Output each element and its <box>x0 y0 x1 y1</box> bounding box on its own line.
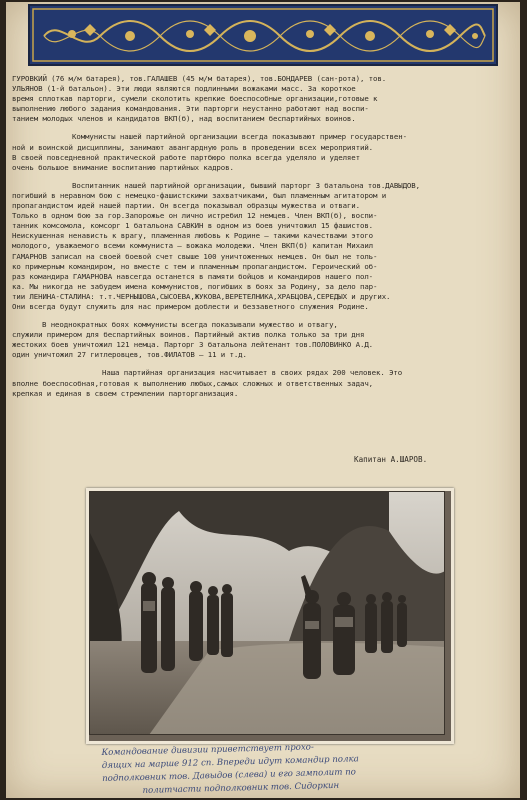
marching-soldiers-photo-icon <box>89 491 445 735</box>
caption-line: подполковник тов. Давыдов (слева) и его замполит по <box>102 767 357 784</box>
text-line: выполнению любого задания командования. Эти парторги неустанно работают над воспи- <box>12 104 369 114</box>
caption-line: Командование дивизии приветствует прохо- <box>101 742 314 758</box>
ornamental-banner <box>28 4 498 66</box>
text-line: Они всегда будут служить для нас примером доблести и беззаветного служения Родине. <box>12 301 369 311</box>
paragraph-gap <box>12 173 512 181</box>
text-line: В неоднократных боях коммунисты всегда показывали мужество и отвагу, <box>42 320 338 330</box>
text-line: служили примером для беспартийных воинов. Партийный актив полка только за три дня <box>12 330 365 340</box>
paragraph-gap <box>12 312 512 320</box>
text-line: танием молодых членов и кандидатов ВКП(б), над воспитанием беспартийных воинов. <box>12 114 356 124</box>
text-line: молодого, уважаемого всеми коммуниста — вожака молодежи. Член ВКП(б) капитан Михаил <box>12 241 374 251</box>
text-line: крепкая и единая в своем стремлении парторганизация. <box>12 388 239 398</box>
paragraph-gap <box>12 124 512 132</box>
signature-line: Капитан А.ШАРОВ. <box>354 455 428 464</box>
text-line: пропагандистом идей нашей партии. Он всегда показывал образцы мужества и отваги. <box>12 201 360 211</box>
text-line: тии ЛЕНИНА-СТАЛИНА: т.т.ЧЕРНЫШОВА,СЫСОЕВА,ЖУКОВА,ВЕРЕТЕЛНИКА,ХРАБЦОВА,СЕРЕДЫХ и других. <box>12 291 391 301</box>
text-line: очень большое внимание воспитанию партийных кадров. <box>12 162 234 172</box>
typed-letter-text <box>12 74 512 399</box>
album-page <box>6 2 520 798</box>
text-line: жестоких боев уничтожил 121 немца. Парторг 3 батальона лейтенант тов.ПОЛОВИНКО А.Д. <box>12 340 374 350</box>
gold-ornament-icon <box>30 6 496 64</box>
text-line: танник комсомола, комсорг 1 батальона САВКИН в одном из боев уничтожил 15 фашистов. <box>12 221 374 231</box>
text-line: Воспитанник нашей партийной организации, бывший парторг 3 батальона тов.ДАВЫДОВ, <box>72 180 420 190</box>
text-line: Коммунисты нашей партийной организации всегда показывают пример государствен- <box>72 132 407 142</box>
text-line: один уничтожил 27 гитлеровцев, тов.ФИЛАТОВ — 11 и т.д. <box>12 350 247 360</box>
text-line: В своей повседневной практической работе партбюро полка всегда уделяло и уделяет <box>12 152 360 162</box>
text-line: погибший в неравном бою с немецко-фашистскими захватчиками, был пламенным агитатором и <box>12 190 387 200</box>
text-line: ГАМАРНОВ записал на своей боевой счет свыше 100 уничтоженных немцев. Он был не толь- <box>12 251 378 261</box>
text-line: ко примерным командиром, но вместе с тем и пламенным пропагандистом. Героический об- <box>12 261 378 271</box>
text-line: Неискушенная ненависть к врагу, пламенная любовь к Родине — такими качествами этого <box>12 231 374 241</box>
text-line: Наша партийная организация насчитывает в своих рядах 200 человек. Это <box>102 368 403 378</box>
text-line: ка. Мы никогда не забудем имена коммунистов, погибших в боях за Родину, за дело пар- <box>12 281 378 291</box>
text-line: раз командира ГАМАРНОВА навсегда останется в памяти бойцов и командиров нашего пол- <box>12 271 374 281</box>
caption-line: дящих на марше 912 сп. Впереди идут командир полка <box>101 754 359 771</box>
text-line: УЛЬЯНОВ (1-й батальон). Эти люди являются подлинными вожаками масс. За короткое <box>12 84 356 94</box>
text-line: время сплоткав парторги, сумели сколотить крепкие боеспособные организации,готовые к <box>12 94 378 104</box>
text-line: вполне боеспособная,готовая к выполнению любых,самых сложных и ответственных задач, <box>12 378 374 388</box>
archival-photograph <box>86 488 454 744</box>
text-line: Только в одном бою за гор.Запорожье он лично истребил 12 немцев. Член ВКП(б), воспи- <box>12 211 378 221</box>
text-line: ной и воинской дисциплины, занимают авангардную роль в проведении всех мероприятий. <box>12 142 374 152</box>
caption-line: политчасти подполковник тов. Сидоркин <box>142 780 340 796</box>
text-line: ГУРОВКИЙ (76 м/м батарея), тов.ГАЛАШЕВ (45 м/м батарея), тов.БОНДАРЕВ (сан-рота), тов. <box>12 74 387 83</box>
paragraph-gap <box>12 360 512 368</box>
handwritten-caption <box>101 737 482 798</box>
